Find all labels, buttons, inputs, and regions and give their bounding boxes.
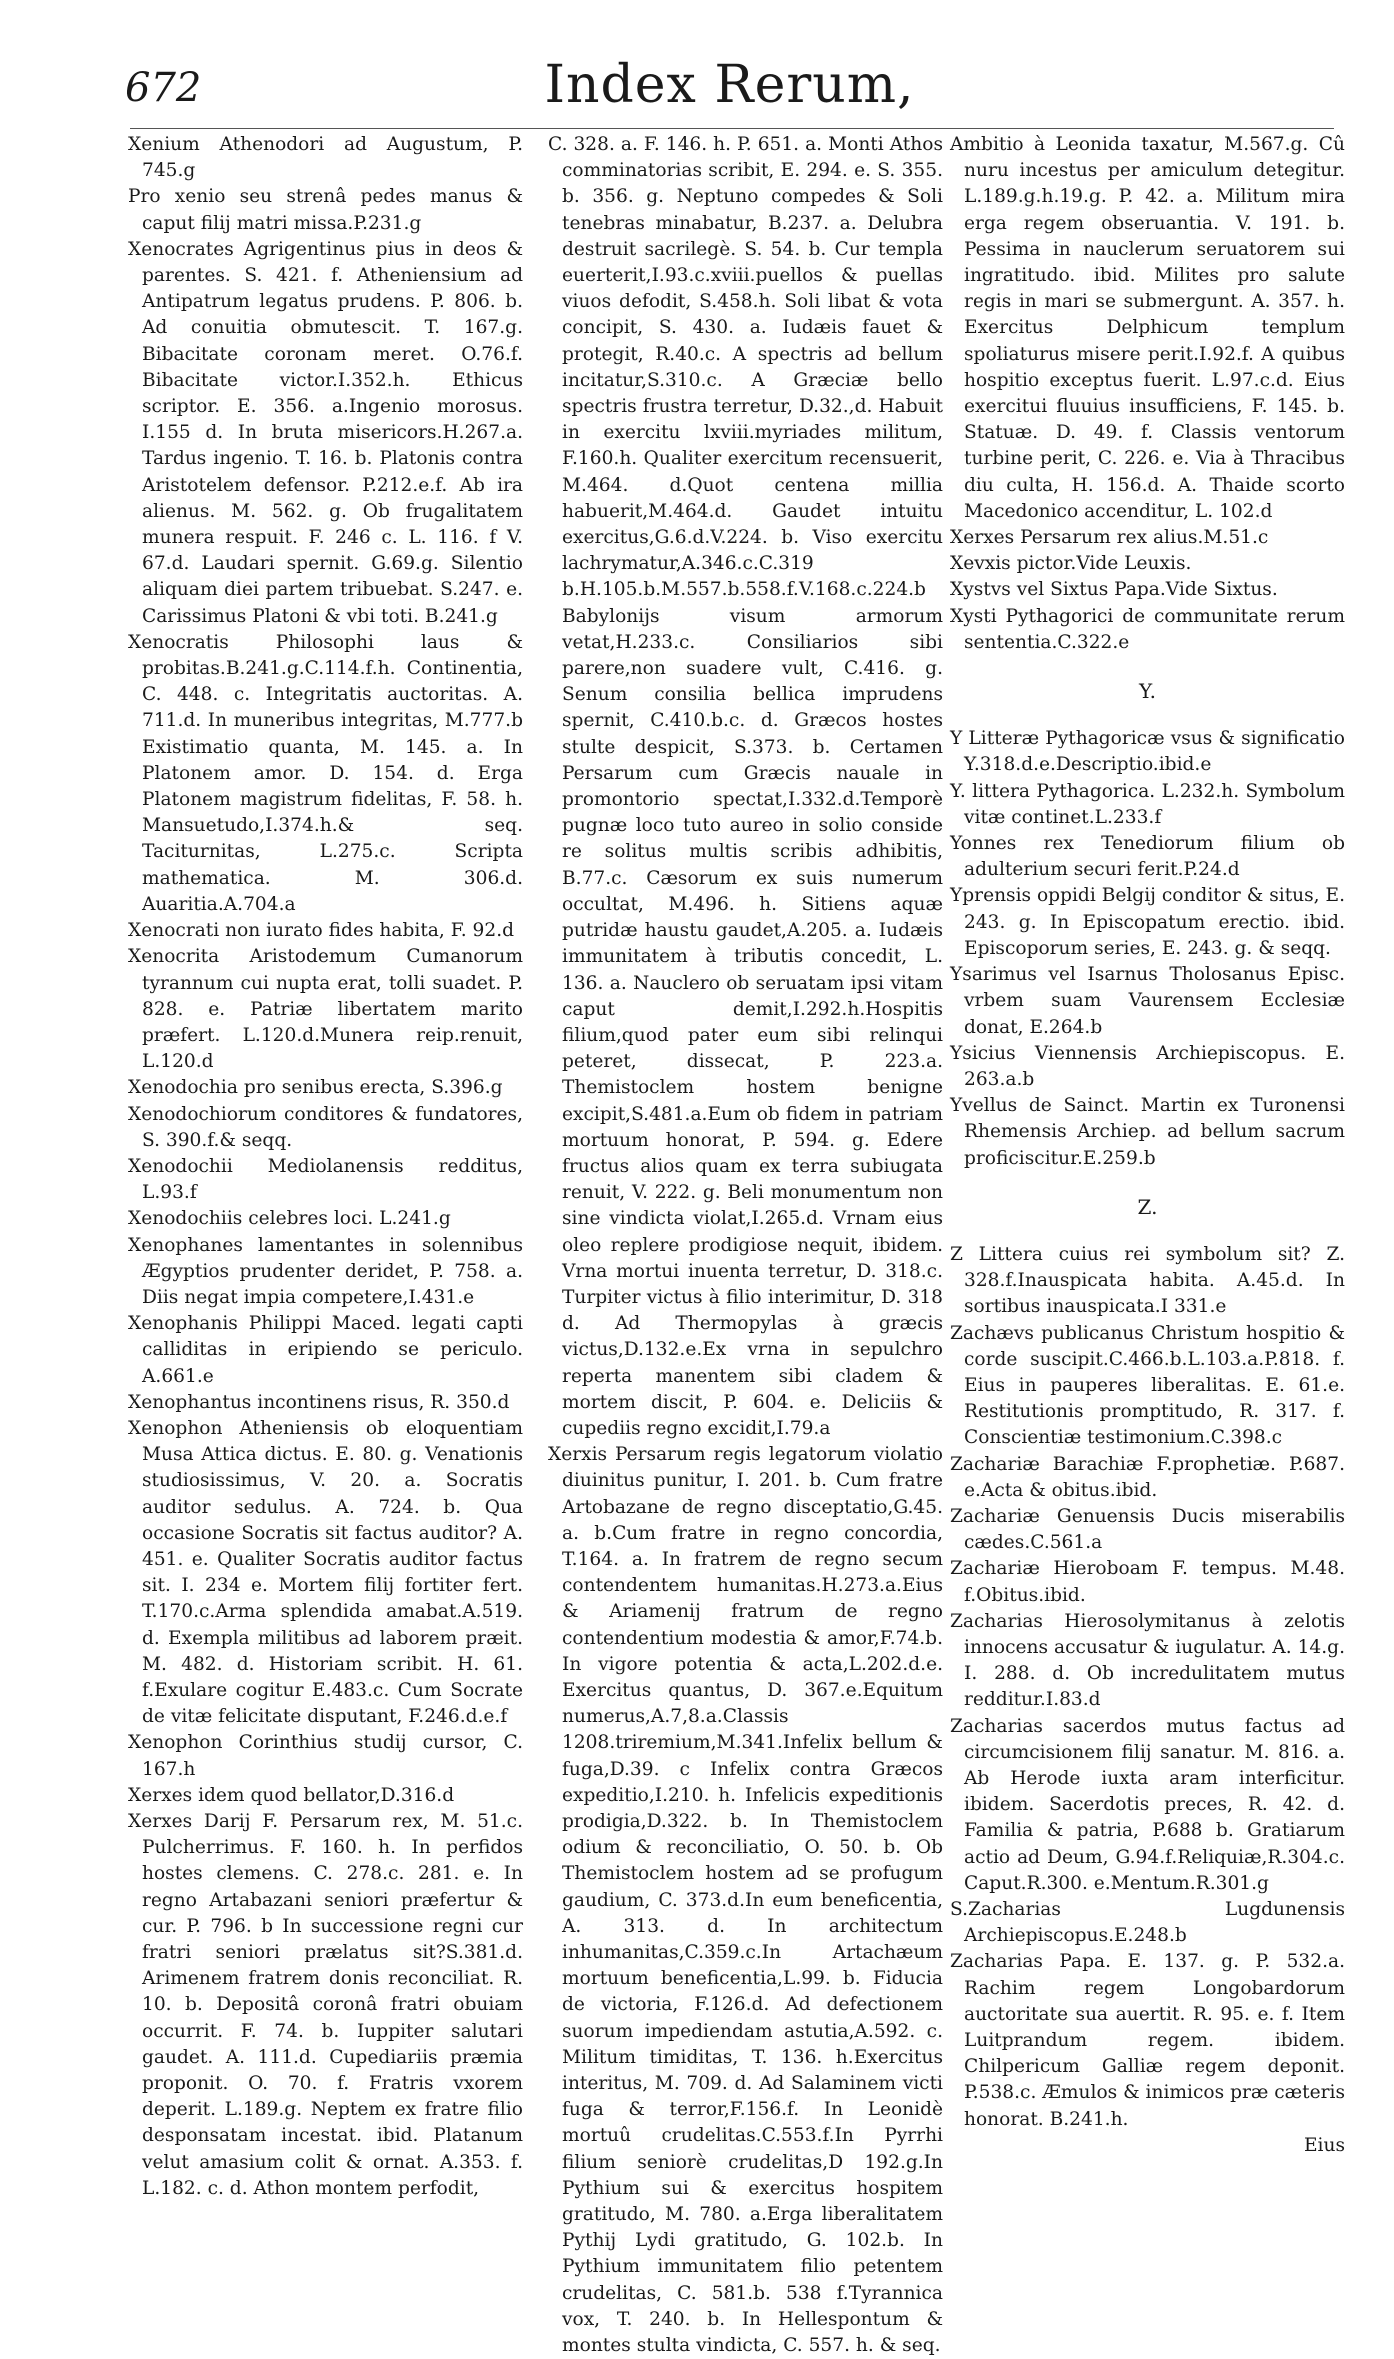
index-entry: Xysti Pythagorici de communitate rerum sententia.C.322.e — [950, 605, 1345, 653]
index-column-3 — [950, 132, 1345, 2159]
section-heading-z: Z. — [1137, 1194, 1158, 1219]
header-rule — [130, 128, 1334, 129]
index-column-1 — [128, 132, 523, 2202]
index-entry: Y. littera Pythagorica. L.232.h. Symbolum vitæ continet.L.233.f — [950, 780, 1345, 828]
section-heading-y: Y. — [1139, 679, 1156, 704]
index-entry: Y Litteræ Pythagoricæ vsus & significatio Y.318.d.e.Descriptio.ibid.e — [950, 728, 1345, 776]
index-entry: Xerxis Persarum regis legatorum violatio diuinitus punitur, I. 201. b. Cum fratre Artobazane de regno disceptatio,G.45. a. b.Cum fratre in regno concordia, T.164. a. In fratrem de regno secum contendentem humanitas.H.273.a.Eius & Ariamenij fratrum de regno contendentium modestia & amor,F.74.b. In vigore potentia & acta,L.202.d.e. Exercitus quantus, D. 367.e.Equitum numerus,A.7,8.a.Classis 1208.triremium,M.341.Infelix bellum & fuga,D.39. c Infelix contra Græcos expeditio,I.210. h. Infelicis expeditionis prodigia,D.322. b. In Themistoclem odium & reconciliatio, O. 50. b. Ob Themistoclem hostem ad se profugum gaudium, C. 373.d.In eum beneficentia, A. 313. d. In architectum inhumanitas,C.359.c.In Artachæum mortuum beneficentia,L.99. b. Fiducia de victoria, F.126.d. Ad defectionem suorum impediendam astutia,A.592. c. Militum timiditas, T. 136. h.Exercitus interitus, M. 709. d. Ad Salaminem victi fuga & terror,F.156.f. In Leonidè mortuû crudelitas.C.553.f.In Pyrrhi filium seniorè crudelitas,D 192.g.In Pythium sui & exercitus hospitem gratitudo, M. 780. a.Erga liberalitatem Pythij Lydi gratitudo, G. 102.b. In Pythium immunitatem filio petentem crudelitas, C. 581.b. 538 f.Tyrannica vox, T. 240. b. In Hellespontum & montes stulta vindicta, C. 557. h. & seq. — [548, 1444, 943, 2357]
page-header — [125, 55, 1334, 135]
index-entry: Ysarimus vel Isarnus Tholosanus Episc. vrbem suam Vaurensem Ecclesiæ donat, E.264.b — [950, 964, 1345, 1038]
index-entry: Xenophon Corinthius studij cursor, C. 167.h — [128, 1732, 523, 1780]
page-title: Index Rerum, — [544, 55, 915, 115]
index-entry: Xevxis pictor.Vide Leuxis. — [950, 553, 1192, 575]
index-entry: Xenodochii Mediolanensis redditus, L.93.f — [128, 1155, 523, 1204]
index-entry: Xenocrita Aristodemum Cumanorum tyrannum cui nupta erat, tolli suadet. P. 828. e. Patriæ libertatem marito præfert. L.120.d.Munera reip.renuit, L.120.d — [128, 946, 523, 1073]
index-entry: Xerxes Persarum rex alius.M.51.c — [950, 527, 1269, 549]
index-entry: Xerxes Darij F. Persarum rex, M. 51.c. Pulcherrimus. F. 160. h. In perfidos hostes clemens. C. 278.c. 281. e. In regno Artabazani seniori præfertur & cur. P. 796. b In successione regni cur fratri seniori prælatus sit?S.381.d. Arimenem fratrem donis reconciliat. R. 10. b. Depositâ coronâ fratri obuiam occurrit. F. 74. b. Iuppiter salutari gaudet. A. 111.d. Cupediariis præmia proponit. O. 70. f. Fratris vxorem deperit. L.189.g. Neptem ex fratre filio desponsatam incestat. ibid. Platanum velut amasium colit & ornat. A.353. f. L.182. c. d. Athon montem perfodit, — [128, 1811, 523, 2199]
index-entry: Pro xenio seu strenâ pedes manus & caput filij matri missa.P.231.g — [128, 186, 523, 234]
index-entry: Yonnes rex Tenediorum filium ob adulterium securi ferit.P.24.d — [950, 833, 1345, 881]
index-entry: Xenodochiorum conditores & fundatores, S. 390.f.& seqq. — [128, 1103, 523, 1151]
catchword: Eius — [1303, 2134, 1345, 2156]
index-entry: Zacharias Hierosolymitanus à zelotis innocens accusatur & iugulatur. A. 14.g. I. 288. d. Ob incredulitatem mutus redditur.I.83.d — [950, 1610, 1345, 1711]
index-entry: Zacharias sacerdos mutus factus ad circumcisionem filij sanatur. M. 816. a. Ab Herode iuxta aram interficitur. ibidem. Sacerdotis preces, R. 42. d. Familia & patria, P.688 b. Gratiarum actio ad Deum, G.94.f.Reliquiæ,R.304.c. Caput.R.300. e.Mentum.R.301.g — [950, 1715, 1345, 1894]
index-entry: Yvellus de Sainct. Martin ex Turonensi Rhemensis Archiep. ad bellum sacrum proficiscitur.E.259.b — [950, 1095, 1345, 1169]
index-entry: Xenophantus incontinens risus, R. 350.d — [128, 1391, 510, 1413]
index-entry: Xenocrati non iurato fides habita, F. 92.d — [128, 920, 515, 942]
index-entry: Xenodochia pro senibus erecta, S.396.g — [128, 1077, 503, 1099]
page-number: 672 — [125, 65, 202, 111]
index-entry: Xystvs vel Sixtus Papa.Vide Sixtus. — [950, 579, 1278, 601]
index-entry: Xenophanes lamentantes in solennibus Ægyptios prudenter deridet, P. 758. a. Diis negat impia competere,I.431.e — [128, 1234, 523, 1308]
index-entry: Xenophanis Philippi Maced. legati capti calliditas in eripiendo se periculo. A.661.e — [128, 1313, 523, 1387]
index-entry: S.Zacharias Lugdunensis Archiepiscopus.E.248.b — [950, 1899, 1345, 1947]
index-entry: Zacharias Papa. E. 137. g. P. 532.a. Rachim regem Longobardorum auctoritate sua auertit. R. 95. e. f. Item Luitprandum regem. ibidem. Chilpericum Galliæ regem deponit. P.538.c. Æmulos & inimicos præ cæteris honorat. B.241.h. — [950, 1951, 1345, 2130]
index-entry: Zachævs publicanus Christum hospitio & corde suscipit.C.466.b.L.103.a.P.818. f. Eius in pauperes liberalitas. E. 61.e. Restitutionis promptitudo, R. 317. f. Conscientiæ testimonium.C.398.c — [950, 1322, 1345, 1449]
index-entry: Zachariæ Hieroboam F. tempus. M.48. f.Obitus.ibid. — [950, 1558, 1345, 1606]
index-entry: Yprensis oppidi Belgij conditor & situs, E. 243. g. In Episcopatum erectio. ibid. Episcoporum series, E. 243. g. & seqq. — [950, 885, 1345, 959]
index-entry: Ysicius Viennensis Archiepiscopus. E. 263.a.b — [950, 1042, 1345, 1090]
index-column-2 — [548, 132, 943, 2359]
index-entry: Xenium Athenodori ad Augustum, P. 745.g — [128, 134, 523, 182]
index-entry: Xenocrates Agrigentinus pius in deos & parentes. S. 421. f. Atheniensium ad Antipatrum legatus prudens. P. 806. b. Ad conuitia obmutescit. T. 167.g. Bibacitate coronam meret. O.76.f. Bibacitate victor.I.352.h. Ethicus scriptor. E. 356. a.Ingenio morosus. I.155 d. In bruta misericors.H.267.a. Tardus ingenio. T. 16. b. Platonis contra Aristotelem defensor. P.212.e.f. Ab ira alienus. M. 562. g. Ob frugalitatem munera respuit. F. 246 c. L. 116. f V. 67.d. Laudari spernit. G.69.g. Silentio aliquam diei partem tribuebat. S.247. e. Carissimus Platoni & vbi toti. B.241.g — [128, 238, 523, 627]
index-entry: Xenophon Atheniensis ob eloquentiam Musa Attica dictus. E. 80. g. Venationis studiosissimus, V. 20. a. Socratis auditor sedulus. A. 724. b. Qua occasione Socratis sit factus auditor? A. 451. e. Qualiter Socratis auditor factus sit. I. 234 e. Mortem filij fortiter fert. T.170.c.Arma splendida amabat.A.519. d. Exempla militibus ad laborem præit. M. 482. d. Historiam scribit. H. 61. f.Exulare cogitur E.483.c. Cum Socrate de vitæ felicitate disputant, F.246.d.e.f — [128, 1417, 523, 1728]
index-entry: Z Littera cuius rei symbolum sit? Z. 328.f.Inauspicata habita. A.45.d. In sortibus inauspicata.I 331.e — [950, 1243, 1345, 1318]
index-entry: Ambitio à Leonida taxatur, M.567.g. Cû nuru incestus per amiculum detegitur. L.189.g.h.19.g. P. 42. a. Militum mira erga regem obseruantia. V. 191. b. Pessima in nauclerum seruatorem sui ingratitudo. ibid. Milites pro salute regis in mari se submergunt. A. 357. h. Exercitus Delphicum templum spoliaturus misere perit.I.92.f. A quibus hospitio exceptus fuerit. L.97.c.d. Eius exercitui fluuius insufficiens, F. 145. b. Statuæ. D. 49. f. Classis ventorum turbine perit, C. 226. e. Via à Thracibus diu culta, H. 156.d. A. Thaide scorto Macedonico accenditur, L. 102.d — [950, 134, 1345, 522]
index-entry: Zachariæ Barachiæ F.prophetiæ. P.687. e.Acta & obitus.ibid. — [950, 1453, 1345, 1501]
index-entry: C. 328. a. F. 146. h. P. 651. a. Monti Athos comminatorias scribit, E. 294. e. S. 355. b. 356. g. Neptuno compedes & Soli tenebras minabatur, B.237. a. Delubra destruit sacrilegè. S. 54. b. Cur templa euerterit,I.93.c.xviii.puellos & puellas viuos defodit, S.458.h. Soli libat & vota concipit, S. 430. a. Iudæis fauet & protegit, R.40.c. A spectris ad bellum incitatur,S.310.c. A Græciæ bello spectris frustra terretur, D.32.,d. Habuit in exercitu lxviii.myriades militum, F.160.h. Qualiter exercitum recensuerit, M.464. d.Quot centena millia habuerit,M.464.d. Gaudet intuitu exercitus,G.6.d.V.224. b. Viso exercitu lachrymatur,A.346.c.C.319 b.H.105.b.M.557.b.558.f.V.168.c.224.b Babylonijs visum armorum vetat,H.233.c. Consiliarios sibi parere,non suadere vult, C.416. g. Senum consilia bellica imprudens spernit, C.410.b.c. d. Græcos hostes stulte despicit, S.373. b. Certamen Persarum cum Græcis nauale in promontorio spectat,I.332.d.Temporè pugnæ loco tuto aureo in solio conside re solitus multis scribis adhibitis, B.77.c. Cæsorum ex suis numerum occultat, M.496. h. Sitiens aquæ putridæ haustu gaudet,A.205. a. Iudæis immunitatem à tributis concedit, L. 136. a. Nauclero ob seruatam ipsi vitam caput demit,I.292.h.Hospitis filium,quod pater eum sibi relinqui peteret, dissecat, P. 223.a. Themistoclem hostem benigne excipit,S.481.a.Eum ob fidem in patriam mortuum honorat, P. 594. g. Edere fructus alios quam ex terra subiugata renuit, V. 222. g. Beli monumentum non sine vindicta violat,I.265.d. Vrnam eius oleo replere prodigiose nequit, ibidem. Vrna mortui inuenta terretur, D. 318.c. Turpiter victus à filio interimitur, D. 318 d. Ad Thermopylas à græcis victus,D.132.e.Ex vrna in sepulchro reperta manentem sibi cladem & mortem discit, P. 604. e. Deliciis & cupediis regno excidit,I.79.a — [548, 134, 943, 1439]
index-entry: Zachariæ Genuensis Ducis miserabilis cædes.C.561.a — [950, 1505, 1345, 1554]
index-entry: Xenodochiis celebres loci. L.241.g — [128, 1208, 451, 1230]
index-entry: Xerxes idem quod bellator,D.316.d — [128, 1784, 455, 1806]
index-entry: Xenocratis Philosophi laus & probitas.B.241.g.C.114.f.h. Continentia, C. 448. c. Integritatis auctoritas. A. 711.d. In muneribus integritas, M.777.b Existimatio quanta, M. 145. a. In Platonem amor. D. 154. d. Erga Platonem magistrum fidelitas, F. 58. h. Mansuetudo,I.374.h.& seq. Taciturnitas, L.275.c. Scripta mathematica. M. 306.d. Auaritia.A.704.a — [128, 631, 523, 915]
